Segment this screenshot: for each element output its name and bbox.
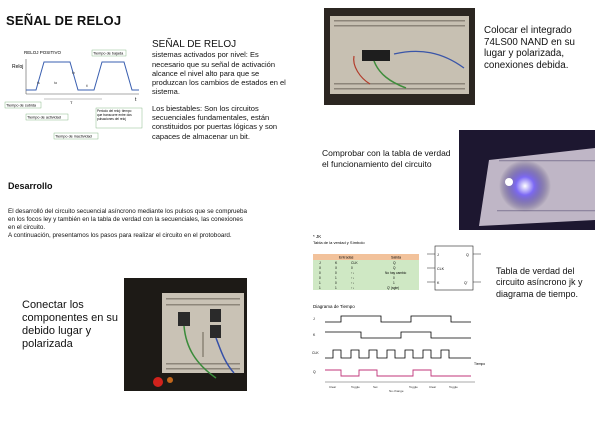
definition-paragraph-2: Los biestables: Son los circuitos secuenciales fundamentales, están constituidos por puertas lógicas y son capaces de almacenar un bit. [152, 103, 278, 141]
jk-table-title: Tabla de la verdad y Símbolo [313, 240, 365, 245]
th-j: J [319, 261, 321, 265]
waveform-j [325, 316, 471, 322]
tb-label: tb [72, 71, 75, 75]
clock-header: RELOJ POSITIVO [24, 50, 62, 55]
ta-label: ta [54, 81, 57, 85]
td-0-2: 0 [351, 266, 353, 270]
waveform-q [325, 370, 471, 376]
th-q: Q [393, 261, 396, 265]
td-2-0: 0 [319, 276, 321, 280]
pin-k: K [437, 281, 440, 285]
development-paragraph-2: A continuación, presentamos los pasos para realizar el circuito en el protoboard. [8, 232, 232, 239]
caption-tabla: Tabla de verdad del circuito asíncrono jk y diagrama de tiempo. [496, 266, 583, 299]
td-3-0: 1 [319, 281, 321, 285]
sig-clk-label: CLK [312, 351, 319, 355]
td-2-1: 1 [335, 276, 337, 280]
td-3-1: 0 [335, 281, 337, 285]
development-paragraph-1: El desarrolló del circuito secuencial asíncrono mediante los pulsos que se comprueba en los focos ley y también en la tabla de verdad con la secuenciales, las conexiones en el circuito. [8, 208, 248, 231]
td-0-1: X [335, 266, 338, 270]
definition-block [152, 40, 292, 148]
td-3-2: ↑↓ [351, 281, 355, 285]
td-2-2: ↑↓ [351, 276, 355, 280]
note-2: Set [373, 385, 378, 389]
breadboard-photo-test [459, 130, 595, 230]
caption-comprobar: Comprobar con la tabla de verdad el funcionamiento del circuito [322, 148, 451, 169]
active-time-label: Tiempo de actividad [27, 115, 61, 120]
clock-waveform [26, 62, 139, 90]
td-4-1: 1 [335, 286, 337, 290]
period-T-label: T [70, 100, 73, 105]
note-3: No change [389, 389, 404, 393]
td-4-2: ↑↓ [351, 286, 355, 290]
td-1-2: ↑↓ [351, 271, 355, 275]
td-0-3: Q [393, 266, 396, 270]
pin-q: Q [466, 253, 469, 257]
td-4-0: 1 [319, 286, 321, 290]
timing-signal-labels [312, 317, 319, 374]
ti-label: ti [86, 84, 88, 88]
development-heading: Desarrollo [8, 181, 53, 191]
timing-notes [329, 385, 458, 393]
waveform-clk [325, 350, 471, 358]
sig-j-label: J [313, 317, 315, 321]
breadboard-photo-integrated [324, 8, 475, 105]
note-1: Toggle [351, 385, 360, 389]
pin-qn: Q' [464, 281, 468, 285]
truth-table-head-inputs: Entradas [339, 255, 354, 260]
truth-table-head-output: Salida [391, 255, 401, 260]
clock-time-label: t [135, 97, 137, 103]
jk-label: * JK [313, 234, 322, 239]
waveform-k [325, 332, 471, 338]
note-4: Toggle [409, 385, 418, 389]
td-2-3: 0 [393, 276, 395, 280]
note-0: Clear [329, 385, 337, 389]
timing-axis-label: Tiempo [474, 362, 486, 366]
clock-axis-label: Reloj [12, 64, 24, 70]
pin-clk: CLK [437, 267, 444, 271]
inactive-time-label: Tiempo de inactividad [55, 134, 92, 139]
sig-q-label: Q [313, 370, 316, 374]
td-1-3: No hay cambio [385, 271, 407, 275]
th-clk: CLK [351, 261, 358, 265]
td-4-3: Q' (sgte) [387, 286, 400, 290]
sig-k-label: K [313, 333, 316, 337]
timing-title: Diagrama de Tiempo [313, 304, 355, 309]
period-description: Periodo del reloj: tiempo que transcurre entre dos pulsaciones del reloj [97, 109, 132, 121]
td-0-0: X [319, 266, 322, 270]
clock-signal-diagram [4, 44, 144, 144]
definition-paragraph-1: sistemas activados por nivel: Es necesario que su señal de activación alcance el nivel alto para que se produzcan los cambios de estados en el sistema. [152, 50, 286, 97]
page-title: SEÑAL DE RELOJ [6, 13, 122, 28]
breadboard-photo-components [124, 278, 247, 391]
definition-heading: SEÑAL DE RELOJ [152, 39, 237, 50]
rise-time-label: Tiempo de subida [6, 103, 37, 108]
jk-diagram [311, 232, 491, 418]
ts-label: ts [37, 81, 40, 85]
truth-table-header-row [313, 254, 419, 260]
caption-colocar: Colocar el integrado 74LS00 NAND en su lugar y polarizada, conexiones debida. [484, 25, 575, 71]
td-1-1: 0 [335, 271, 337, 275]
pin-j: J [437, 253, 439, 257]
note-5: Clear [429, 385, 437, 389]
caption-conectar: Conectar los componentes en su debido lugar y polarizada [22, 299, 119, 350]
truth-table-body [313, 260, 419, 290]
td-1-0: 0 [319, 271, 321, 275]
development-text [8, 208, 248, 240]
fall-time-label: Tiempo de bajada [93, 51, 124, 56]
td-3-3: 1 [393, 281, 395, 285]
note-6: Toggle [449, 385, 458, 389]
th-k: K [335, 261, 338, 265]
